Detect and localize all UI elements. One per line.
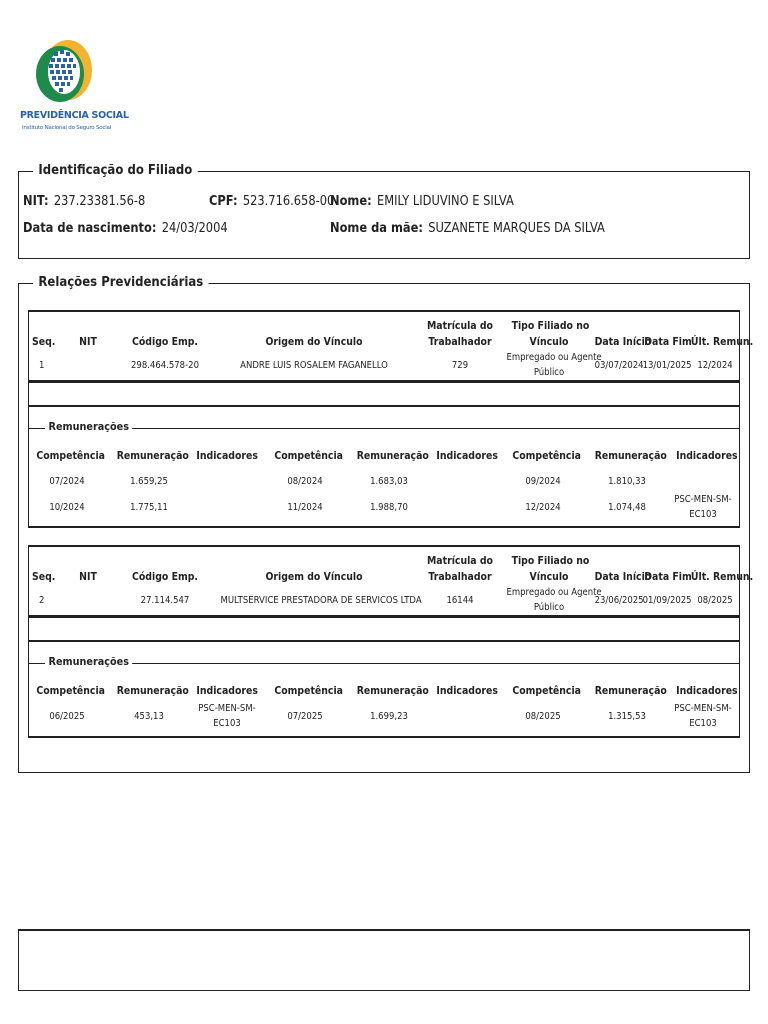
rem-header-indicadores: Indicadores xyxy=(436,684,498,697)
vinculo-tipo-line1: Empregado ou Agente xyxy=(506,587,602,598)
header-data-inicio: Data Início xyxy=(594,335,652,348)
rem-valor: 1.074,48 xyxy=(608,502,646,513)
rem-competencia: 11/2024 xyxy=(287,502,323,513)
nome-mae-field xyxy=(330,221,605,236)
previdencia-logo xyxy=(20,38,129,140)
vinculo-2-table xyxy=(28,545,754,617)
vinculo-matricula: 16144 xyxy=(446,595,474,606)
logo-title: PREVIDÊNCIA SOCIAL xyxy=(20,110,129,121)
rem-header-remuneracao: Remuneração xyxy=(356,684,429,697)
rem-indicador: PSC-MEN-SM- xyxy=(674,494,732,505)
nit-field xyxy=(23,194,145,209)
rem-indicador: PSC-MEN-SM- xyxy=(198,703,256,714)
vinculo-tipo-line2: Público xyxy=(533,367,565,378)
header-origem-vinculo: Origem do Vínculo xyxy=(265,570,363,583)
rem-indicador: EC103 xyxy=(689,509,717,520)
vinculo-2-separator xyxy=(28,616,740,642)
rem-valor: 1.683,03 xyxy=(370,476,408,487)
rem-header-competencia: Competência xyxy=(512,449,581,462)
header-tipo-line1: Tipo Filiado no xyxy=(511,554,590,567)
cpf-label: CPF: xyxy=(209,194,238,209)
vinculo-ult-remun: 12/2024 xyxy=(697,360,733,371)
relacoes-previdenciarias-section xyxy=(18,275,754,773)
rem-header-competencia: Competência xyxy=(36,684,105,697)
remuneracoes-legend: Remunerações xyxy=(45,420,133,433)
vinculo-origem: MULTSERVICE PRESTADORA DE SERVICOS LTDA xyxy=(220,595,422,606)
header-data-fim: Data Fim xyxy=(644,570,692,583)
header-nit: NIT xyxy=(79,335,97,348)
rem-valor: 1.810,33 xyxy=(608,476,646,487)
vinculo-1-remuneracoes xyxy=(28,406,740,528)
cpf-field xyxy=(209,194,334,209)
vinculo-tipo-line1: Empregado ou Agente xyxy=(506,352,602,363)
identificacao-filiado-section xyxy=(18,163,750,259)
rem-valor: 1.315,53 xyxy=(608,711,646,722)
rem-header-remuneracao: Remuneração xyxy=(356,449,429,462)
header-matricula-line2: Trabalhador xyxy=(428,335,492,348)
rem-valor: 1.988,70 xyxy=(370,502,408,513)
previdencia-emblem-icon xyxy=(32,38,98,106)
vinculo-1-separator xyxy=(28,381,740,407)
nit-label: NIT: xyxy=(23,194,49,209)
header-matricula-line1: Matrícula do xyxy=(426,319,493,332)
vinculo-codigo-emp: 27.114.547 xyxy=(140,595,190,606)
rem-competencia: 08/2024 xyxy=(287,476,323,487)
header-data-inicio: Data Início xyxy=(594,570,652,583)
nome-field xyxy=(330,194,514,209)
vinculo-codigo-emp: 298.464.578-20 xyxy=(131,360,199,371)
cpf-value: 523.716.658-00 xyxy=(242,194,335,209)
rem-valor: 1.775,11 xyxy=(130,502,168,513)
rem-header-remuneracao: Remuneração xyxy=(594,449,667,462)
nome-label: Nome: xyxy=(330,194,372,209)
rem-header-remuneracao: Remuneração xyxy=(116,684,189,697)
vinculo-data-fim: 13/01/2025 xyxy=(642,360,692,371)
rem-indicador: EC103 xyxy=(213,718,241,729)
vinculo-2-remuneracoes xyxy=(28,641,740,738)
vinculo-matricula: 729 xyxy=(451,360,469,371)
vinculo-data-inicio: 23/06/2025 xyxy=(594,595,644,606)
data-nascimento-value: 24/03/2004 xyxy=(161,221,228,236)
relacoes-legend: Relações Previdenciárias xyxy=(33,275,209,290)
data-nascimento-label: Data de nascimento: xyxy=(23,221,157,236)
logo-subtitle: Instituto Nacional do Seguro Social xyxy=(22,125,112,131)
nome-mae-label: Nome da mãe: xyxy=(330,221,423,236)
vinculo-tipo-line2: Público xyxy=(533,602,565,613)
rem-header-remuneracao: Remuneração xyxy=(594,684,667,697)
vinculo-data-inicio: 03/07/2024 xyxy=(594,360,644,371)
vinculo-origem: ANDRE LUIS ROSALEM FAGANELLO xyxy=(240,360,388,371)
rem-competencia: 09/2024 xyxy=(525,476,561,487)
rem-competencia: 10/2024 xyxy=(49,502,85,513)
rem-header-indicadores: Indicadores xyxy=(196,449,258,462)
rem-header-competencia: Competência xyxy=(512,684,581,697)
rem-competencia: 08/2025 xyxy=(525,711,561,722)
vinculo-seq: 2 xyxy=(39,595,45,606)
vinculo-seq: 1 xyxy=(39,360,45,371)
footer-box xyxy=(18,929,750,991)
rem-valor: 1.659,25 xyxy=(130,476,168,487)
rem-competencia: 12/2024 xyxy=(525,502,561,513)
rem-header-indicadores: Indicadores xyxy=(196,684,258,697)
nome-mae-value: SUZANETE MARQUES DA SILVA xyxy=(428,221,605,236)
rem-header-indicadores: Indicadores xyxy=(676,449,738,462)
remuneracoes-legend: Remunerações xyxy=(45,655,133,668)
rem-valor: 453,13 xyxy=(134,711,164,722)
rem-header-indicadores: Indicadores xyxy=(436,449,498,462)
header-origem-vinculo: Origem do Vínculo xyxy=(265,335,363,348)
header-seq: Seq. xyxy=(32,570,56,583)
header-ult-remun: Últ. Remun. xyxy=(690,335,754,348)
header-ult-remun: Últ. Remun. xyxy=(690,570,754,583)
vinculo-1-table xyxy=(28,310,754,382)
rem-competencia: 07/2024 xyxy=(49,476,85,487)
rem-competencia: 07/2025 xyxy=(287,711,323,722)
header-codigo-emp: Código Emp. xyxy=(132,570,198,583)
rem-header-competencia: Competência xyxy=(274,684,343,697)
rem-competencia: 06/2025 xyxy=(49,711,85,722)
nit-value: 237.23381.56-8 xyxy=(53,194,146,209)
rem-header-competencia: Competência xyxy=(36,449,105,462)
rem-valor: 1.699,23 xyxy=(370,711,408,722)
rem-indicador: EC103 xyxy=(689,718,717,729)
identificacao-legend: Identificação do Filiado xyxy=(33,163,198,178)
header-tipo-line2: Vínculo xyxy=(529,570,569,583)
rem-header-indicadores: Indicadores xyxy=(676,684,738,697)
header-tipo-line2: Vínculo xyxy=(529,335,569,348)
nome-value: EMILY LIDUVINO E SILVA xyxy=(376,194,514,209)
header-codigo-emp: Código Emp. xyxy=(132,335,198,348)
header-matricula-line2: Trabalhador xyxy=(428,570,492,583)
header-seq: Seq. xyxy=(32,335,56,348)
rem-indicador: PSC-MEN-SM- xyxy=(674,703,732,714)
header-matricula-line1: Matrícula do xyxy=(426,554,493,567)
data-nascimento-field xyxy=(23,221,228,236)
header-data-fim: Data Fim xyxy=(644,335,692,348)
vinculo-ult-remun: 08/2025 xyxy=(697,595,733,606)
header-tipo-line1: Tipo Filiado no xyxy=(511,319,590,332)
vinculo-data-fim: 01/09/2025 xyxy=(642,595,692,606)
header-nit: NIT xyxy=(79,570,97,583)
rem-header-competencia: Competência xyxy=(274,449,343,462)
rem-header-remuneracao: Remuneração xyxy=(116,449,189,462)
